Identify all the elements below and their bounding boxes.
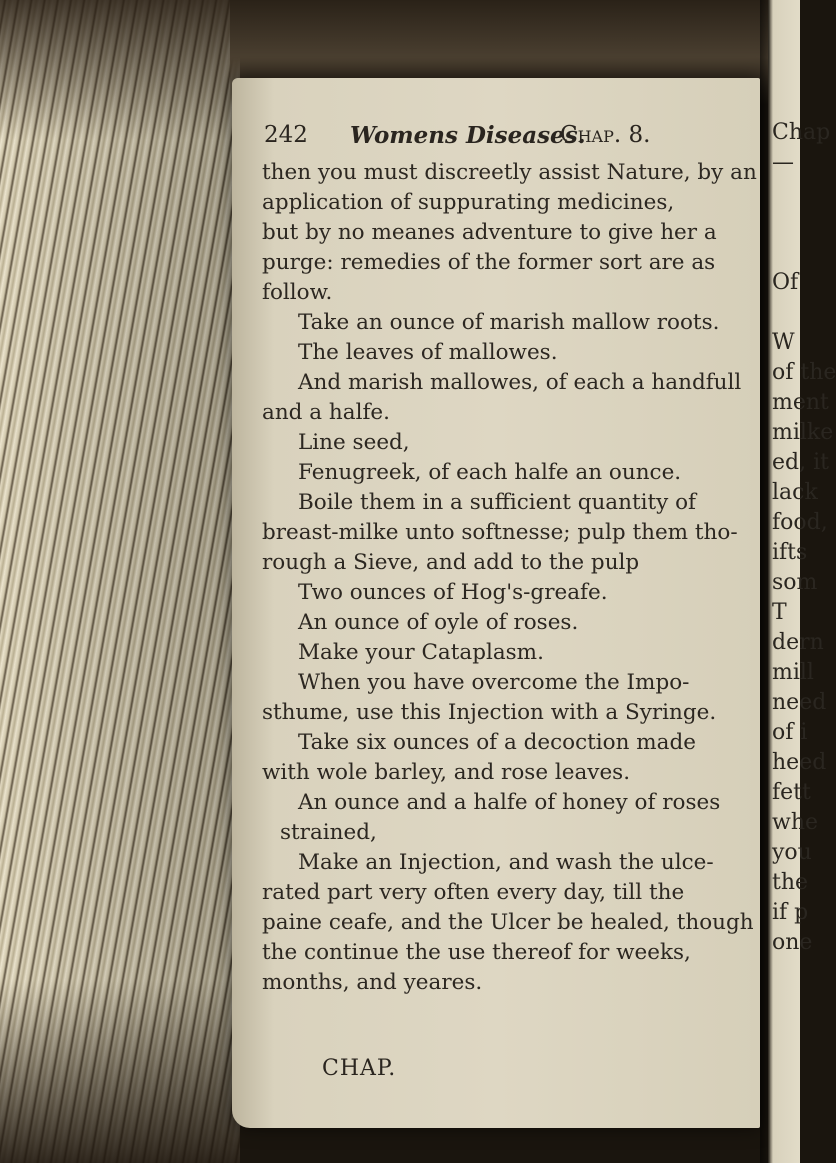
facing-line xyxy=(772,178,800,208)
facing-line: W xyxy=(772,330,795,355)
facing-line xyxy=(772,208,800,238)
text-line: rough a Sieve, and add to the pulp xyxy=(262,550,640,575)
facing-line: som xyxy=(772,570,818,595)
facing-line: dern xyxy=(772,630,824,655)
text-line: sthume, use this Injection with a Syringe. xyxy=(262,700,717,725)
text-line: months, and yeares. xyxy=(262,970,483,995)
text-line: And marish mallowes, of each a handfull xyxy=(298,370,742,395)
text-line: When you have overcome the Impo- xyxy=(298,670,690,695)
facing-line: food, xyxy=(772,510,828,535)
text-line: with wole barley, and rose leaves. xyxy=(262,760,631,785)
text-line: Line seed, xyxy=(298,430,410,455)
facing-line xyxy=(772,298,800,328)
text-line: Take six ounces of a decoction made xyxy=(298,730,696,755)
facing-line: T xyxy=(772,600,787,625)
chapter-label: Chap. 8. xyxy=(560,122,651,148)
text-line: Make your Cataplasm. xyxy=(298,640,544,665)
facing-line: ment xyxy=(772,390,829,415)
facing-line: need xyxy=(772,690,827,715)
text-line: and a halfe. xyxy=(262,400,390,425)
text-line: follow. xyxy=(262,280,333,305)
facing-line: ifts xyxy=(772,540,808,565)
text-line: then you must discreetly assist Nature, by an xyxy=(262,160,757,185)
text-line: Boile them in a sufficient quantity of xyxy=(298,490,697,515)
text-line: The leaves of mallowes. xyxy=(298,340,558,365)
text-line: purge: remedies of the former sort are as xyxy=(262,250,716,275)
facing-line: fett xyxy=(772,780,811,805)
book-gutter xyxy=(760,0,770,1163)
facing-page-text xyxy=(772,0,836,1163)
text-line: breast-milke unto softnesse; pulp them tho- xyxy=(262,520,738,545)
facing-line: Of xyxy=(772,270,799,295)
running-title: Womens Diseases. xyxy=(350,122,586,149)
text-line: but by no meanes adventure to give her a xyxy=(262,220,717,245)
text-line: An ounce of oyle of roses. xyxy=(298,610,579,635)
catchword: CHAP. xyxy=(322,1056,397,1081)
text-line: strained, xyxy=(280,820,377,845)
facing-line: ed, it xyxy=(772,450,829,475)
text-line: Take an ounce of marish mallow roots. xyxy=(298,310,720,335)
facing-line xyxy=(772,238,800,268)
facing-line: of i xyxy=(772,720,808,745)
text-line: Two ounces of Hog's-greafe. xyxy=(298,580,608,605)
facing-line: the xyxy=(772,870,809,895)
facing-line: of the xyxy=(772,360,836,385)
text-line: An ounce and a halfe of honey of roses xyxy=(298,790,721,815)
facing-line: heed xyxy=(772,750,827,775)
page-header xyxy=(264,122,764,154)
facing-line: — xyxy=(772,150,794,175)
facing-line: you xyxy=(772,840,812,865)
facing-line: one xyxy=(772,930,813,955)
text-line: paine ceafe, and the Ulcer be healed, though xyxy=(262,910,754,935)
facing-line: Chap xyxy=(772,120,831,145)
facing-line: milke xyxy=(772,420,834,445)
text-line: Make an Injection, and wash the ulce- xyxy=(298,850,714,875)
text-line: the continue the use thereof for weeks, xyxy=(262,940,691,965)
facing-line: if p xyxy=(772,900,809,925)
text-line: Fenugreek, of each halfe an ounce. xyxy=(298,460,682,485)
facing-line: lack xyxy=(772,480,818,505)
page-edges-shadow xyxy=(0,0,240,1163)
page-number: 242 xyxy=(264,122,308,148)
text-line: application of suppurating medicines, xyxy=(262,190,675,215)
facing-line: whe xyxy=(772,810,819,835)
text-line: rated part very often every day, till the xyxy=(262,880,685,905)
facing-line: mill xyxy=(772,660,814,685)
